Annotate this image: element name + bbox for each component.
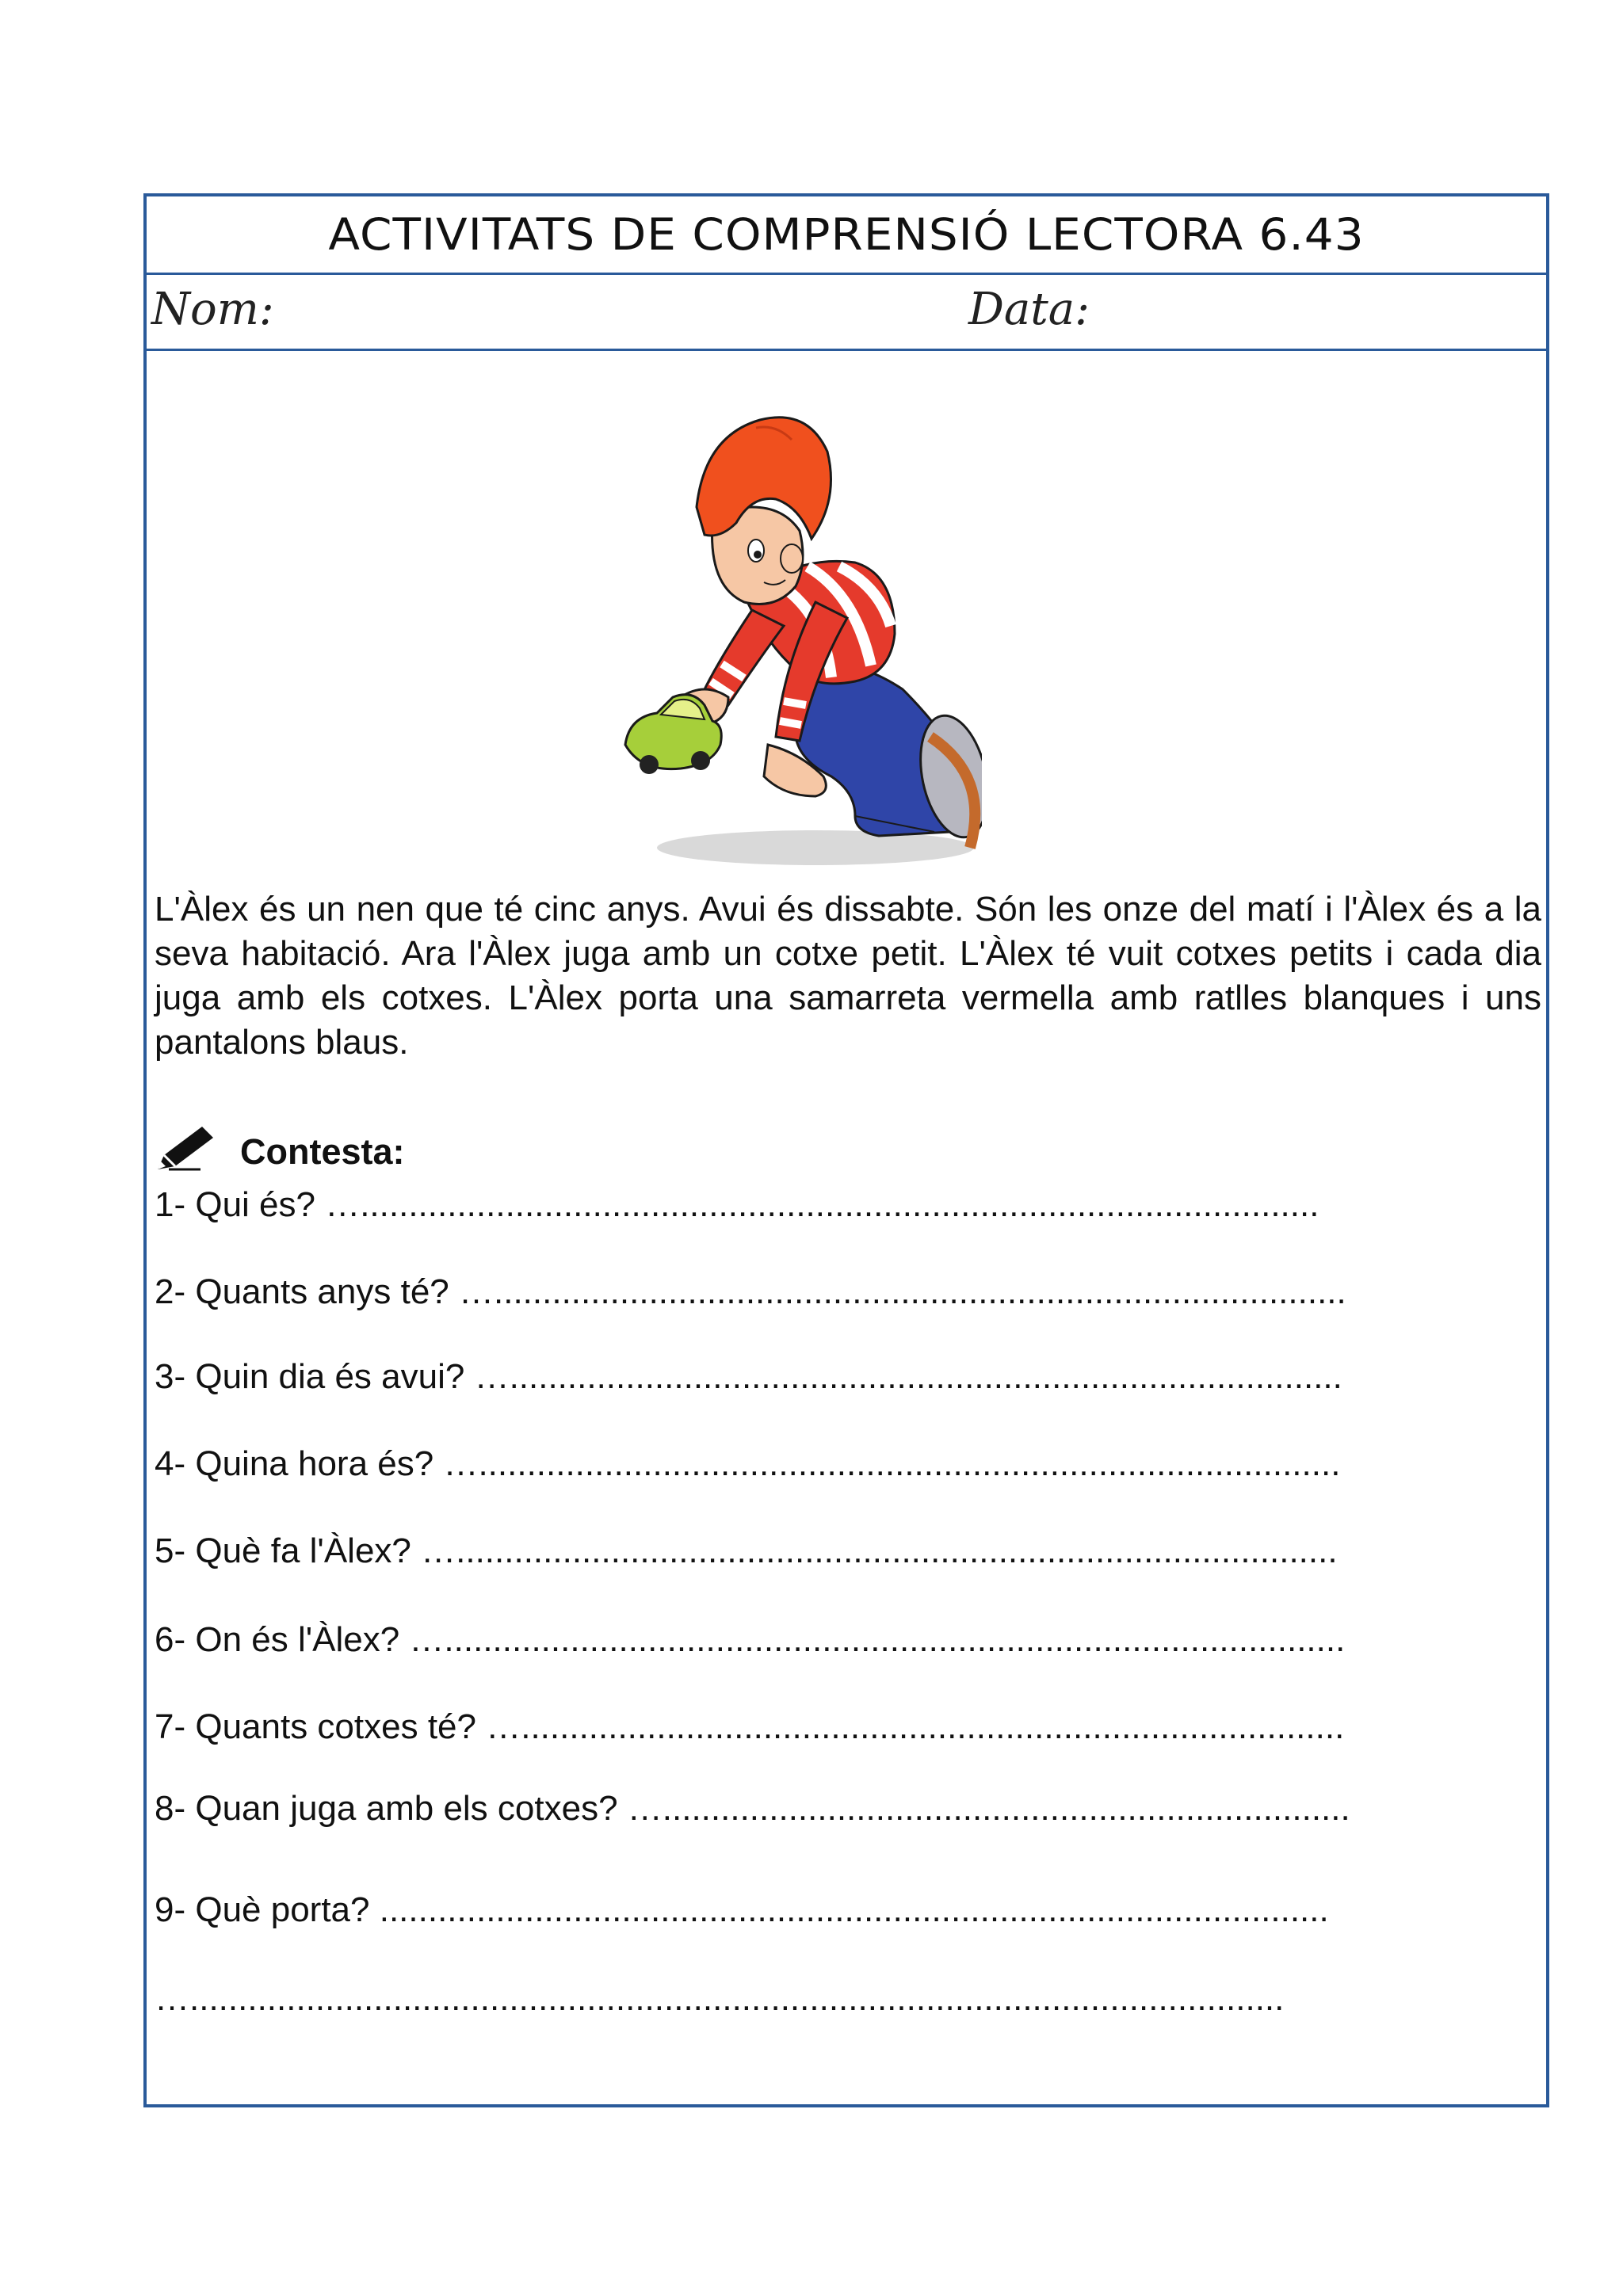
question-5: 5- Què fa l'Àlex? …...........................................................................................	[155, 1531, 1338, 1570]
question-2: 2- Quants anys té? …........................................................................................	[155, 1272, 1346, 1311]
question-6: 6- On és l'Àlex? ….............................................................................................	[155, 1620, 1346, 1659]
question-7: 7- Quants cotxes té? ….....................................................................................	[155, 1707, 1345, 1746]
name-label: Nom:	[151, 284, 274, 335]
answer-line-extra: ….................................................................................................................	[155, 1979, 1285, 2018]
date-label: Data:	[968, 284, 1090, 335]
question-3: 3- Quin dia és avui? …......................................................................................	[155, 1357, 1342, 1396]
name-date-row	[147, 273, 1546, 351]
title-row	[147, 196, 1546, 275]
question-8: 8- Quan juga amb els cotxes? ….......................................................................	[155, 1789, 1350, 1828]
page-title: ACTIVITATS DE COMPRENSIÓ LECTORA 6.43	[328, 208, 1365, 261]
worksheet	[143, 193, 1549, 2107]
question-4: 4- Quina hora és? ….........................................................................................	[155, 1444, 1341, 1483]
pencil-icon	[153, 1123, 216, 1173]
contesta-label: Contesta:	[240, 1131, 405, 1172]
question-9: 9- Què porta? ..................................................................................................	[155, 1890, 1329, 1929]
story-paragraph: L'Àlex és un nen que té cinc anys. Avui és dissabte. Són les onze del matí i l'Àlex és a la seva habitació. Ara l'Àlex juga amb un cotxe petit. L'Àlex té vuit cotxes petits i cada dia juga amb els cotxes. L'Àlex porta una samarreta vermella amb ratlles blanques i uns pantalons blaus.	[155, 890, 1541, 1062]
boy-playing-illustration	[617, 404, 982, 871]
question-1: 1- Qui és? …...................................................................................................	[155, 1185, 1319, 1224]
